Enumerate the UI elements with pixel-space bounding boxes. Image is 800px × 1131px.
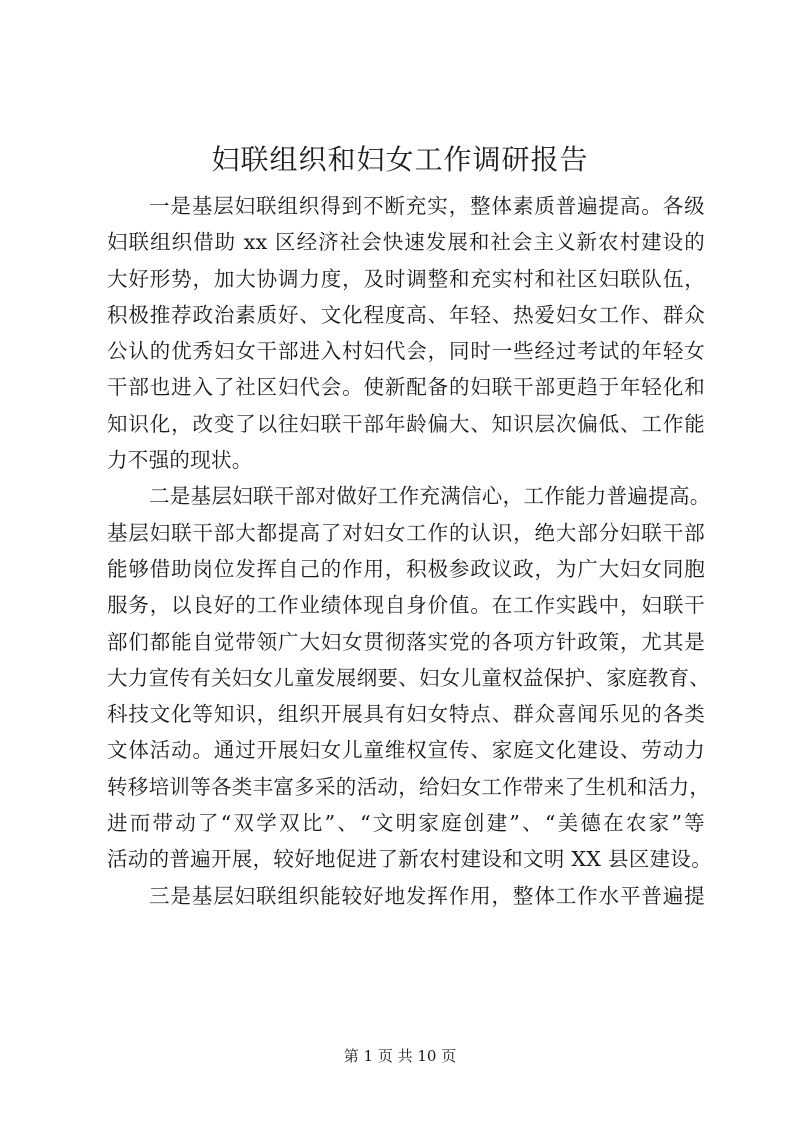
paragraph-line: 进而带动了“双学双比”、“文明家庭创建”、“美德在农家”等 — [107, 811, 705, 836]
document-title: 妇联组织和妇女工作调研报告 — [211, 143, 589, 176]
paragraph-line: 基层妇联干部大都提高了对妇女工作的认识，绝大部分妇联干部 — [107, 520, 705, 545]
paragraph-line: 知识化，改变了以往妇联干部年龄偏大、知识层次偏低、工作能 — [107, 411, 705, 436]
paragraph-line: 部们都能自觉带领广大妇女贯彻落实党的各项方针政策，尤其是 — [107, 629, 705, 654]
paragraph-line: 转移培训等各类丰富多采的活动，给妇女工作带来了生机和活力， — [107, 774, 711, 799]
paragraph-line: 积极推荐政治素质好、文化程度高、年轻、热爱妇女工作、群众 — [107, 302, 705, 327]
paragraph-line: 公认的优秀妇女干部进入村妇代会，同时一些经过考试的年轻女 — [107, 339, 705, 364]
paragraph-line: 妇联组织借助 xx 区经济社会快速发展和社会主义新农村建设的 — [107, 230, 705, 255]
paragraph-2 — [107, 478, 713, 877]
paragraph-line: 三是基层妇联组织能较好地发挥作用，整体工作水平普遍提 — [149, 883, 705, 908]
paragraph-line: 大力宣传有关妇女儿童发展纲要、妇女儿童权益保护、家庭教育、 — [107, 665, 711, 690]
paragraph-line: 科技文化等知识，组织开展具有妇女特点、群众喜闻乐见的各类 — [107, 702, 705, 727]
page-number-footer: 第 1 页 共 10 页 — [343, 1047, 457, 1065]
paragraph-line: 活动的普遍开展，较好地促进了新农村建设和文明 XX 县区建设。 — [107, 847, 713, 872]
paragraph-line: 力不强的现状。 — [107, 448, 253, 473]
paragraph-line: 文体活动。通过开展妇女儿童维权宣传、家庭文化建设、劳动力 — [107, 738, 705, 763]
paragraph-3 — [107, 878, 705, 914]
paragraph-1 — [107, 188, 705, 478]
paragraph-line: 干部也进入了社区妇代会。使新配备的妇联干部更趋于年轻化和 — [107, 375, 705, 400]
paragraph-line: 二是基层妇联干部对做好工作充满信心，工作能力普遍提高。 — [149, 484, 711, 509]
paragraph-line: 能够借助岗位发挥自己的作用，积极参政议政，为广大妇女同胞 — [107, 556, 705, 581]
document-body — [107, 188, 713, 914]
paragraph-line: 服务，以良好的工作业绩体现自身价值。在工作实践中，妇联干 — [107, 593, 705, 618]
paragraph-line: 一是基层妇联组织得到不断充实，整体素质普遍提高。各级 — [149, 194, 705, 218]
paragraph-line: 大好形势，加大协调力度，及时调整和充实村和社区妇联队伍， — [107, 266, 705, 291]
